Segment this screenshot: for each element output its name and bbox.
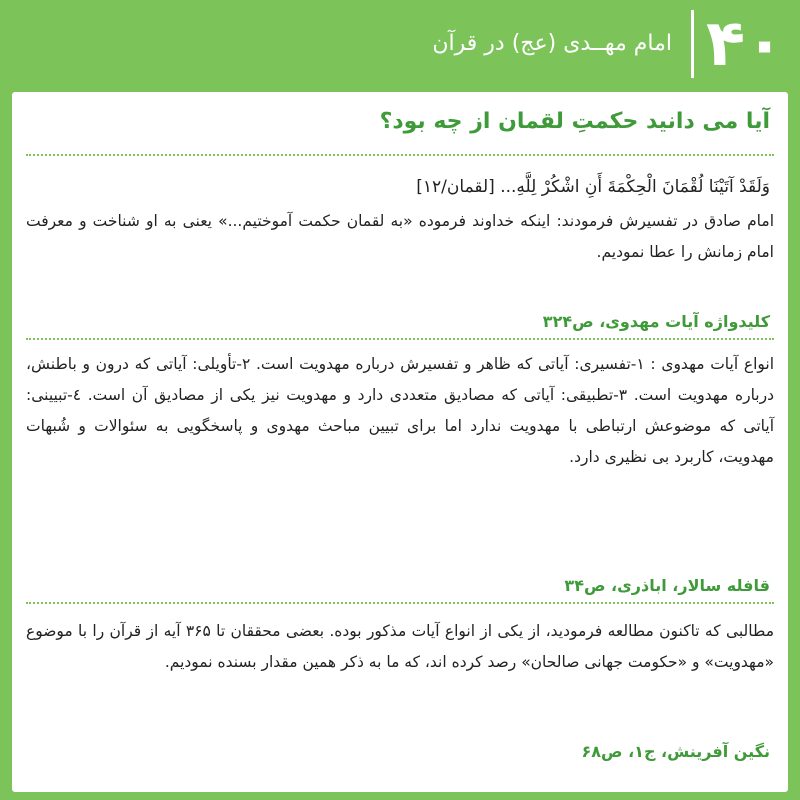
content-body [12,92,788,792]
source-reference: قافله سالار، اباذری، ص۳۴ [564,576,770,595]
divider [26,338,774,340]
content-card [12,92,788,792]
page-number: ۴۰ [705,7,785,81]
paragraph-tafsir: امام صادق در تفسیرش فرمودند: اینکه خداوند فرموده «به لقمان حکمت آموختیم...» یعنی به او شناخت و معرفت امام زمانش را عطا نمودیم. [26,212,774,261]
header-bar [0,0,800,88]
paragraph-verse-types: انواع آیات مهدوی : ۱-تفسیری: آیاتی که ظاهر و تفسیرش درباره مهدویت است. ۲-تأویلی: آیاتی که درون و باطنش، درباره مهدویت است. ۳-تطبیقی: آیاتی که مصادیق متعددی دارد و مهدویت نیز یکی از مصادیق آن است. ٤-تبیینی: آیاتی که موضوعش ارتباطی با مهدویت ندارد اما برای تبیین مباحث مهدوی و پاسخگویی به سئوالات و شُبهات مهدویت، کاربرد بی نظیری دارد. [26,355,775,466]
source-reference: نگین آفرینش، ج۱، ص۶۸ [581,742,770,761]
source-reference: کلیدواژه آیات مهدوی، ص۳۲۴ [542,312,770,331]
divider [26,154,774,156]
header-title: امام مهــدی (عج) در قرآن [432,31,672,56]
paragraph-conclusion: مطالبی که تاکنون مطالعه فرمودید، از یکی از انواع آیات مذکور بوده. بعضی محققان تا ۳۶۵ آیه از قرآن را با موضوع «مهدویت» و «حکومت جهانی صالحان» رصد کرده اند، که ما به ذکر همین مقدار بسنده نمودیم. [26,622,774,671]
quran-verse: وَلَقَدْ آتَیْنَا لُقْمَانَ الْحِکْمَةَ أَنِ اشْکُرْ لِلَّهِ... [لقمان/۱۲] [416,177,770,197]
divider [26,602,774,604]
question-heading: آیا می دانید حکمتِ لقمان از چه بود؟ [379,109,770,134]
header-divider [691,10,694,78]
